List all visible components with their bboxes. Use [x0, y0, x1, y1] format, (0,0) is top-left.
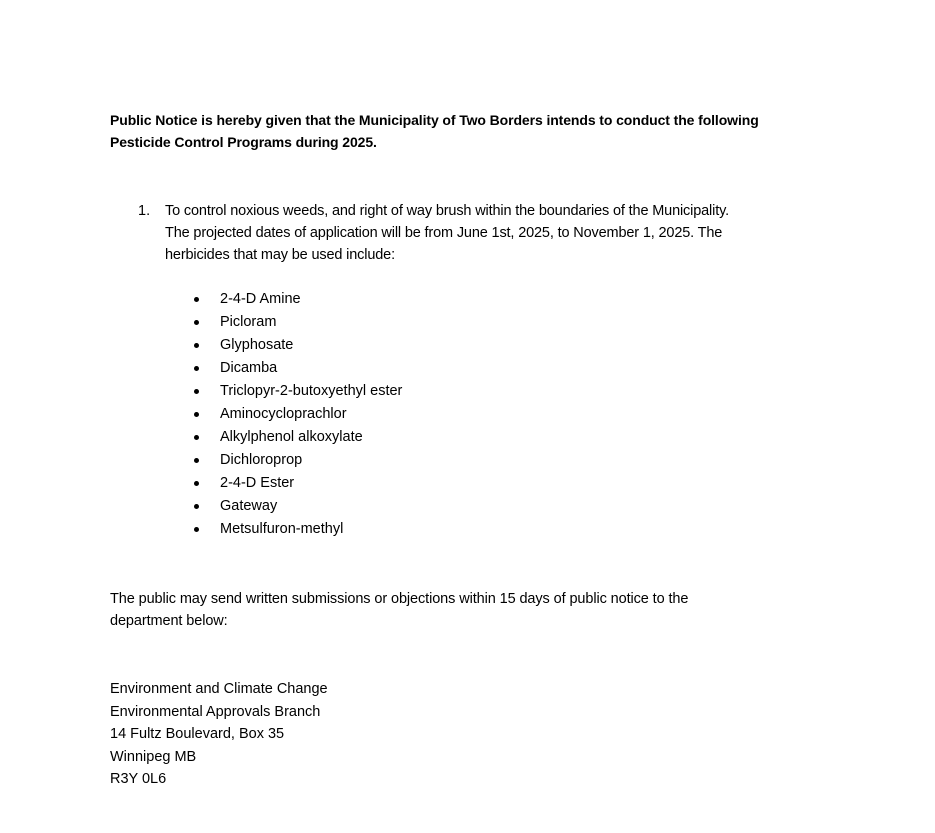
bullet-icon: [194, 320, 199, 325]
bullet-icon: [194, 366, 199, 371]
submission-paragraph: [110, 588, 830, 632]
herbicide-item: [191, 357, 402, 380]
herbicide-item: [191, 426, 402, 449]
bullet-icon: [194, 481, 199, 486]
herbicide-item: [191, 311, 402, 334]
herbicide-name: Glyphosate: [220, 337, 294, 353]
bullet-icon: [194, 343, 199, 348]
program-line: herbicides that may be used include:: [165, 247, 395, 263]
herbicide-item: [191, 380, 402, 403]
bullet-icon: [194, 504, 199, 509]
herbicide-name: Triclopyr-2-butoxyethyl ester: [220, 383, 403, 399]
herbicide-name: Gateway: [220, 498, 278, 514]
herbicide-item: [191, 518, 402, 541]
herbicide-item: [191, 472, 402, 495]
department-address: [110, 678, 328, 791]
address-line: Winnipeg MB: [110, 748, 197, 765]
herbicide-item: [191, 449, 402, 472]
bullet-icon: [194, 527, 199, 532]
bullet-icon: [194, 297, 199, 302]
address-line: R3Y 0L6: [110, 771, 167, 787]
herbicide-item: [191, 403, 402, 426]
herbicide-name: Alkylphenol alkoxylate: [220, 429, 363, 445]
intro-line: Pesticide Control Programs during 2025.: [110, 134, 377, 150]
herbicide-name: Dichloroprop: [220, 452, 303, 468]
herbicide-item: [191, 334, 402, 357]
program-description: [165, 200, 825, 266]
bullet-icon: [194, 389, 199, 394]
address-line: Environment and Climate Change: [110, 681, 328, 697]
program-line: To control noxious weeds, and right of way brush within the boundaries of the Municipality.: [165, 203, 729, 219]
herbicide-name: Picloram: [220, 314, 277, 330]
bullet-icon: [194, 435, 199, 440]
herbicide-name: Aminocycloprachlor: [220, 406, 347, 422]
submission-line: department below:: [110, 613, 228, 629]
address-line: Environmental Approvals Branch: [110, 703, 321, 720]
program-line: The projected dates of application will be from June 1st, 2025, to November 1, 2025. The: [165, 225, 723, 241]
notice-intro: [110, 109, 830, 153]
herbicide-name: 2-4-D Ester: [220, 475, 295, 491]
intro-line: Public Notice is hereby given that the Municipality of Two Borders intends to conduct the following: [110, 112, 759, 128]
herbicide-name: Dicamba: [220, 360, 278, 376]
address-line: 14 Fultz Boulevard, Box 35: [110, 726, 285, 742]
herbicide-list: [191, 288, 402, 541]
herbicide-item: [191, 288, 402, 311]
program-number: 1.: [138, 203, 151, 219]
herbicide-name: 2-4-D Amine: [220, 291, 301, 307]
bullet-icon: [194, 458, 199, 463]
herbicide-name: Metsulfuron-methyl: [220, 521, 344, 537]
herbicide-item: [191, 495, 402, 518]
submission-line: The public may send written submissions or objections within 15 days of public notice to the: [110, 591, 689, 607]
bullet-icon: [194, 412, 199, 417]
